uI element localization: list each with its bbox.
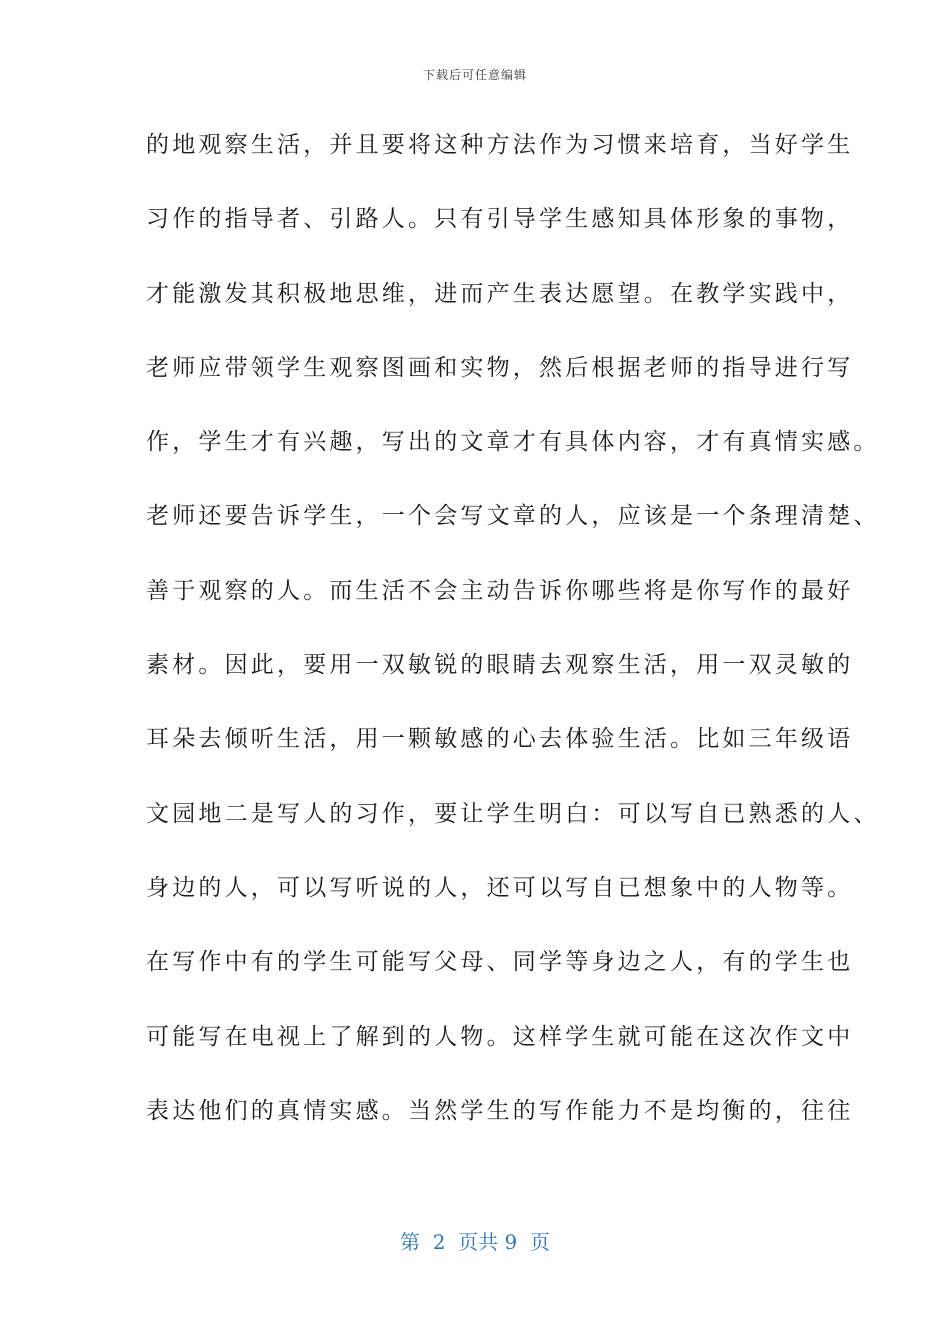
text-line: 习作的指导者、引路人。只有引导学生感知具体形象的事物， xyxy=(146,206,854,233)
text-line: 老师还要告诉学生，一个会写文章的人，应该是一个条理清楚、 xyxy=(146,503,880,530)
text-line: 可能写在电视上了解到的人物。这样学生就可能在这次作文中 xyxy=(146,1023,854,1050)
text-line: 耳朵去倾听生活，用一颗敏感的心去体验生活。比如三年级语 xyxy=(146,726,854,753)
text-line: 表达他们的真情实感。当然学生的写作能力不是均衡的，往往 xyxy=(146,1097,854,1124)
body-text xyxy=(146,126,880,1166)
text-line: 文园地二是写人的习作，要让学生明白：可以写自已熟悉的人、 xyxy=(146,800,880,827)
text-line: 善于观察的人。而生活不会主动告诉你哪些将是你写作的最好 xyxy=(146,577,854,604)
text-line: 作，学生才有兴趣，写出的文章才有具体内容，才有真情实感。 xyxy=(146,429,880,456)
text-line: 老师应带领学生观察图画和实物，然后根据老师的指导进行写 xyxy=(146,354,854,381)
page-number-footer: 第 2 页共 9 页 xyxy=(400,1230,550,1254)
text-line: 的地观察生活，并且要将这种方法作为习惯来培育，当好学生 xyxy=(146,132,854,158)
text-line: 在写作中有的学生可能写父母、同学等身边之人，有的学生也 xyxy=(146,949,854,976)
text-line: 素材。因此，要用一双敏锐的眼睛去观察生活，用一双灵敏的 xyxy=(146,652,854,679)
download-note: 下载后可任意编辑 xyxy=(422,68,527,82)
text-line: 才能激发其积极地思维，进而产生表达愿望。在教学实践中， xyxy=(146,280,854,307)
text-line: 身边的人，可以写听说的人，还可以写自已想象中的人物等。 xyxy=(146,874,854,901)
